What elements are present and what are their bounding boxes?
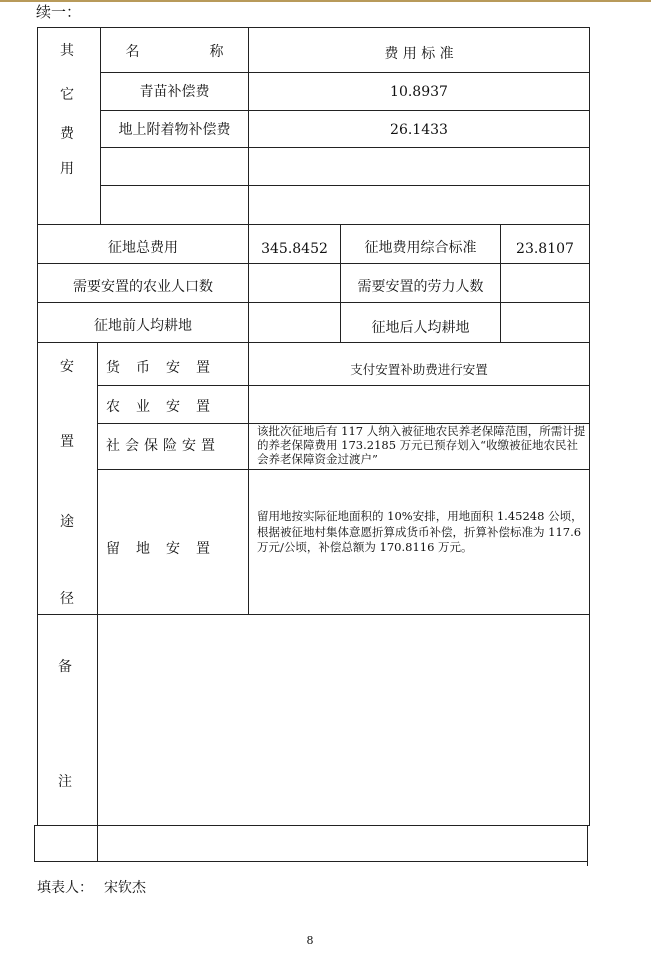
reserve-land-label: 留 地 安 置 [106,541,211,557]
social-insurance-value: 该批次征地后有 117 人纳入被征地农民养老保障范围，所需计提的养老保障费用 173.2185 万元已预存划入“收缴被征地农民社会养老保障资金过渡户” [257,424,586,466]
continuation-label: 续一： [36,3,82,21]
filler-name: 宋钦杰 [104,880,146,896]
resettle-char-1: 安 [60,359,74,375]
page-number: 8 [306,934,314,947]
section-char-3: 费 [60,126,74,142]
name-column-header: 名 称 [125,44,224,60]
section-char-1: 其 [60,43,74,59]
section-char-4: 用 [60,161,74,177]
reserve-land-value: 留用地按实际征地面积的 10%安排，用地面积 1.45248 公顷，根据被征地村集体意愿折算成货币补偿，折算补偿标准为 117.6 万元/公顷，补偿总额为 170.8116 万元。 [257,509,583,554]
remarks-char-2: 注 [58,774,72,790]
cost-standard-value: 23.8107 [516,241,574,257]
filler-label: 填表人： [37,880,93,896]
fee-name-crops: 青苗补偿费 [139,84,210,100]
currency-resettle-value: 支付安置补助费进行安置 [350,362,488,377]
land-after-label: 征地后人均耕地 [371,320,470,336]
total-cost-label: 征地总费用 [108,240,178,256]
resettle-char-3: 途 [60,514,74,530]
total-cost-value: 345.8452 [261,241,328,257]
labor-count-label: 需要安置的劳力人数 [357,279,484,295]
social-insurance-label: 社会保险安置 [106,438,220,454]
resettle-char-4: 径 [60,591,74,607]
cost-standard-label: 征地费用综合标准 [364,240,477,256]
fee-value-attachments: 26.1433 [390,122,448,138]
currency-resettle-label: 货 币 安 置 [106,360,211,376]
section-char-2: 它 [60,87,74,103]
land-before-label: 征地前人均耕地 [94,318,192,334]
remarks-char-1: 备 [58,659,72,675]
fee-value-crops: 10.8937 [390,84,448,100]
standard-column-header: 费 用 标 准 [384,46,454,62]
top-border [0,0,651,2]
agri-resettle-label: 农 业 安 置 [106,399,211,415]
resettle-char-2: 置 [60,434,74,450]
fee-name-attachments: 地上附着物补偿费 [118,122,231,138]
agri-population-label: 需要安置的农业人口数 [73,279,213,295]
